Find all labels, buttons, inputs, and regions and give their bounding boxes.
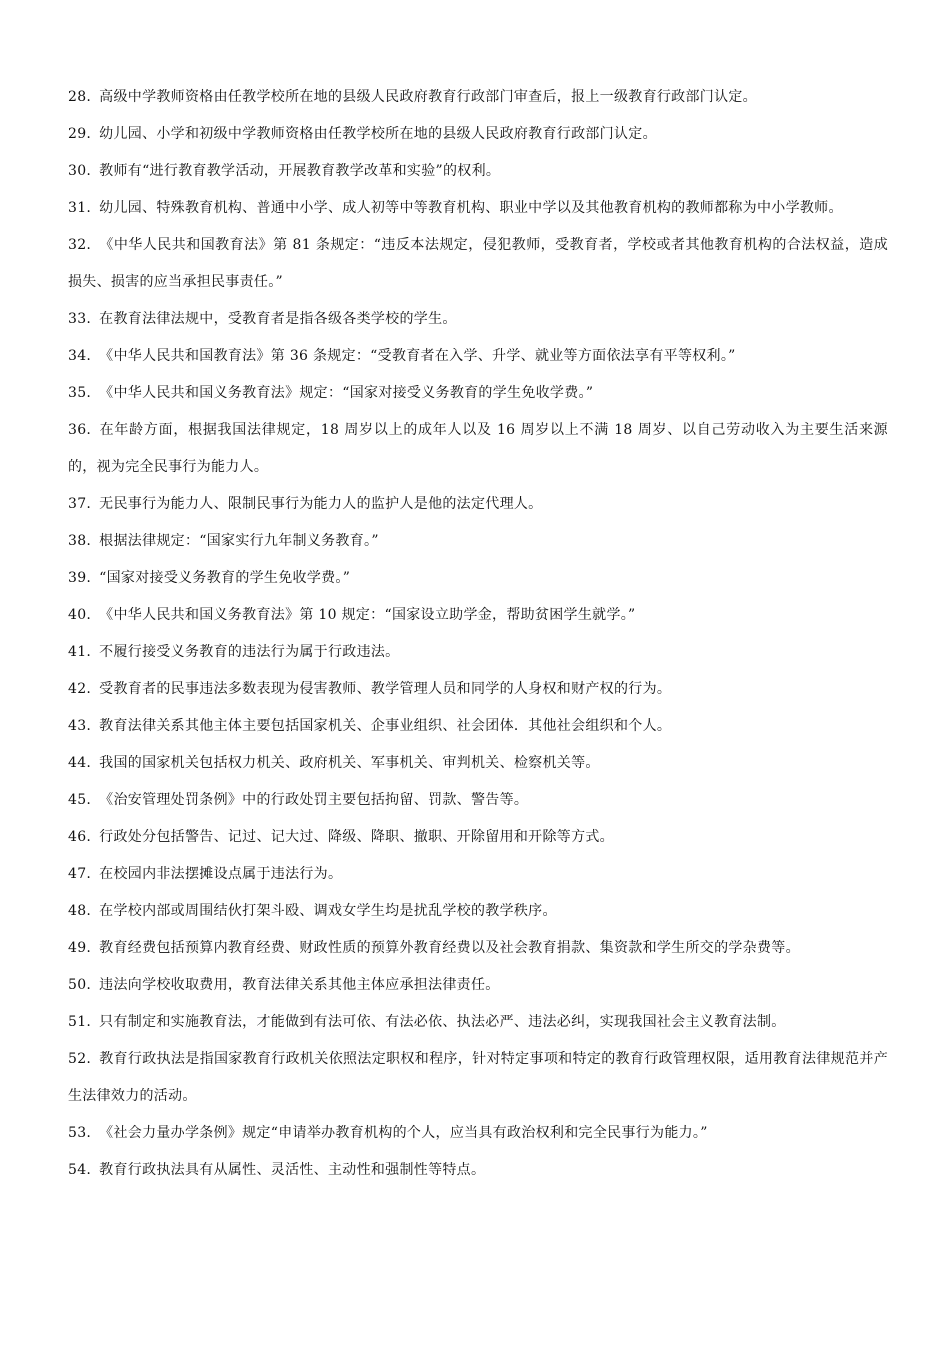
item-text: 我国的国家机关包括权力机关、政府机关、军事机关、审判机关、检察机关等。 [99,755,600,771]
item-text: 《中华人民共和国义务教育法》第 10 规定：“国家设立助学金，帮助贫困学生就学。” [99,607,636,623]
item-number: 41. [68,644,92,660]
item-text: 幼儿园、特殊教育机构、普通中小学、成人初等中等教育机构、职业中学以及其他教育机构的教师都称为中小学教师。 [99,200,843,216]
list-item [68,412,888,486]
item-text: 《中华人民共和国教育法》第 81 条规定：“违反本法规定，侵犯教师，受教育者，学校或者其他教育机构的合法权益，造成损失、损害的应当承担民事责任。” [68,237,888,290]
item-text: 《中华人民共和国义务教育法》规定：“国家对接受义务教育的学生免收学费。” [99,385,594,401]
item-text: 幼儿园、小学和初级中学教师资格由任教学校所在地的县级人民政府教育行政部门认定。 [99,126,657,142]
list-item [68,116,888,153]
list-item [68,1115,888,1152]
item-number: 31. [68,200,92,216]
item-text: 在教育法律法规中，受教育者是指各级各类学校的学生。 [99,311,457,327]
item-number: 32. [68,237,92,253]
list-item [68,227,888,301]
item-text: “国家对接受义务教育的学生免收学费。” [99,570,351,586]
list-item [68,782,888,819]
list-item [68,856,888,893]
item-number: 49. [68,940,92,956]
list-item [68,190,888,227]
list-item [68,1152,888,1189]
item-number: 37. [68,496,92,512]
item-number: 44. [68,755,92,771]
list-item [68,79,888,116]
item-number: 40. [68,607,92,623]
item-text: 在校园内非法摆摊设点属于违法行为。 [99,866,343,882]
item-text: 根据法律规定：“国家实行九年制义务教育。” [99,533,379,549]
list-item [68,597,888,634]
item-number: 42. [68,681,92,697]
item-text: 教育经费包括预算内教育经费、财政性质的预算外教育经费以及社会教育捐款、集资款和学生所交的学杂费等。 [99,940,800,956]
item-number: 28. [68,89,92,105]
item-number: 39. [68,570,92,586]
item-number: 48. [68,903,92,919]
item-text: 在学校内部或周围结伙打架斗殴、调戏女学生均是扰乱学校的教学秩序。 [99,903,557,919]
item-number: 54. [68,1162,92,1178]
item-number: 46. [68,829,92,845]
list-item [68,634,888,671]
list-item [68,560,888,597]
item-text: 违法向学校收取费用，教育法律关系其他主体应承担法律责任。 [99,977,500,993]
item-text: 行政处分包括警告、记过、记大过、降级、降职、撤职、开除留用和开除等方式。 [99,829,614,845]
item-number: 52. [68,1051,92,1067]
item-number: 34. [68,348,92,364]
item-number: 45. [68,792,92,808]
list-item [68,819,888,856]
item-number: 43. [68,718,92,734]
item-text: 受教育者的民事违法多数表现为侵害教师、教学管理人员和同学的人身权和财产权的行为。 [99,681,672,697]
list-item [68,338,888,375]
list-item [68,523,888,560]
item-text: 《中华人民共和国教育法》第 36 条规定：“受教育者在入学、升学、就业等方面依法享有平等权利。” [99,348,736,364]
list-item [68,486,888,523]
list-item [68,1004,888,1041]
item-text: 只有制定和实施教育法，才能做到有法可依、有法必依、执法必严、违法必纠，实现我国社会主义教育法制。 [99,1014,786,1030]
item-number: 35. [68,385,92,401]
list-item [68,375,888,412]
item-number: 53. [68,1125,92,1141]
item-text: 无民事行为能力人、限制民事行为能力人的监护人是他的法定代理人。 [99,496,543,512]
item-text: 高级中学教师资格由任教学校所在地的县级人民政府教育行政部门审查后，报上一级教育行政部门认定。 [99,89,757,105]
item-number: 47. [68,866,92,882]
item-number: 51. [68,1014,92,1030]
item-number: 30. [68,163,92,179]
item-text: 教育法律关系其他主体主要包括国家机关、企事业组织、社会团体．其他社会组织和个人。 [99,718,672,734]
list-item [68,301,888,338]
item-number: 38. [68,533,92,549]
document-page [68,79,888,1189]
list-item [68,745,888,782]
item-text: 《治安管理处罚条例》中的行政处罚主要包括拘留、罚款、警告等。 [99,792,529,808]
list-item [68,893,888,930]
list-item [68,967,888,1004]
item-text: 教师有“进行教育教学活动，开展教育教学改革和实验”的权利。 [99,163,501,179]
list-item [68,1041,888,1115]
list-item [68,930,888,967]
item-text: 教育行政执法具有从属性、灵活性、主动性和强制性等特点。 [99,1162,486,1178]
item-text: 《社会力量办学条例》规定“申请举办教育机构的个人，应当具有政治权利和完全民事行为能力。” [99,1125,708,1141]
list-item [68,708,888,745]
list-item [68,153,888,190]
item-text: 教育行政执法是指国家教育行政机关依照法定职权和程序，针对特定事项和特定的教育行政管理权限，适用教育法律规范并产生法律效力的活动。 [68,1051,888,1104]
item-number: 29. [68,126,92,142]
item-number: 33. [68,311,92,327]
item-text: 不履行接受义务教育的违法行为属于行政违法。 [99,644,400,660]
item-number: 36. [68,422,92,438]
item-number: 50. [68,977,92,993]
item-text: 在年龄方面，根据我国法律规定，18 周岁以上的成年人以及 16 周岁以上不满 18 周岁、以自己劳动收入为主要生活来源的，视为完全民事行为能力人。 [68,422,888,475]
list-item [68,671,888,708]
